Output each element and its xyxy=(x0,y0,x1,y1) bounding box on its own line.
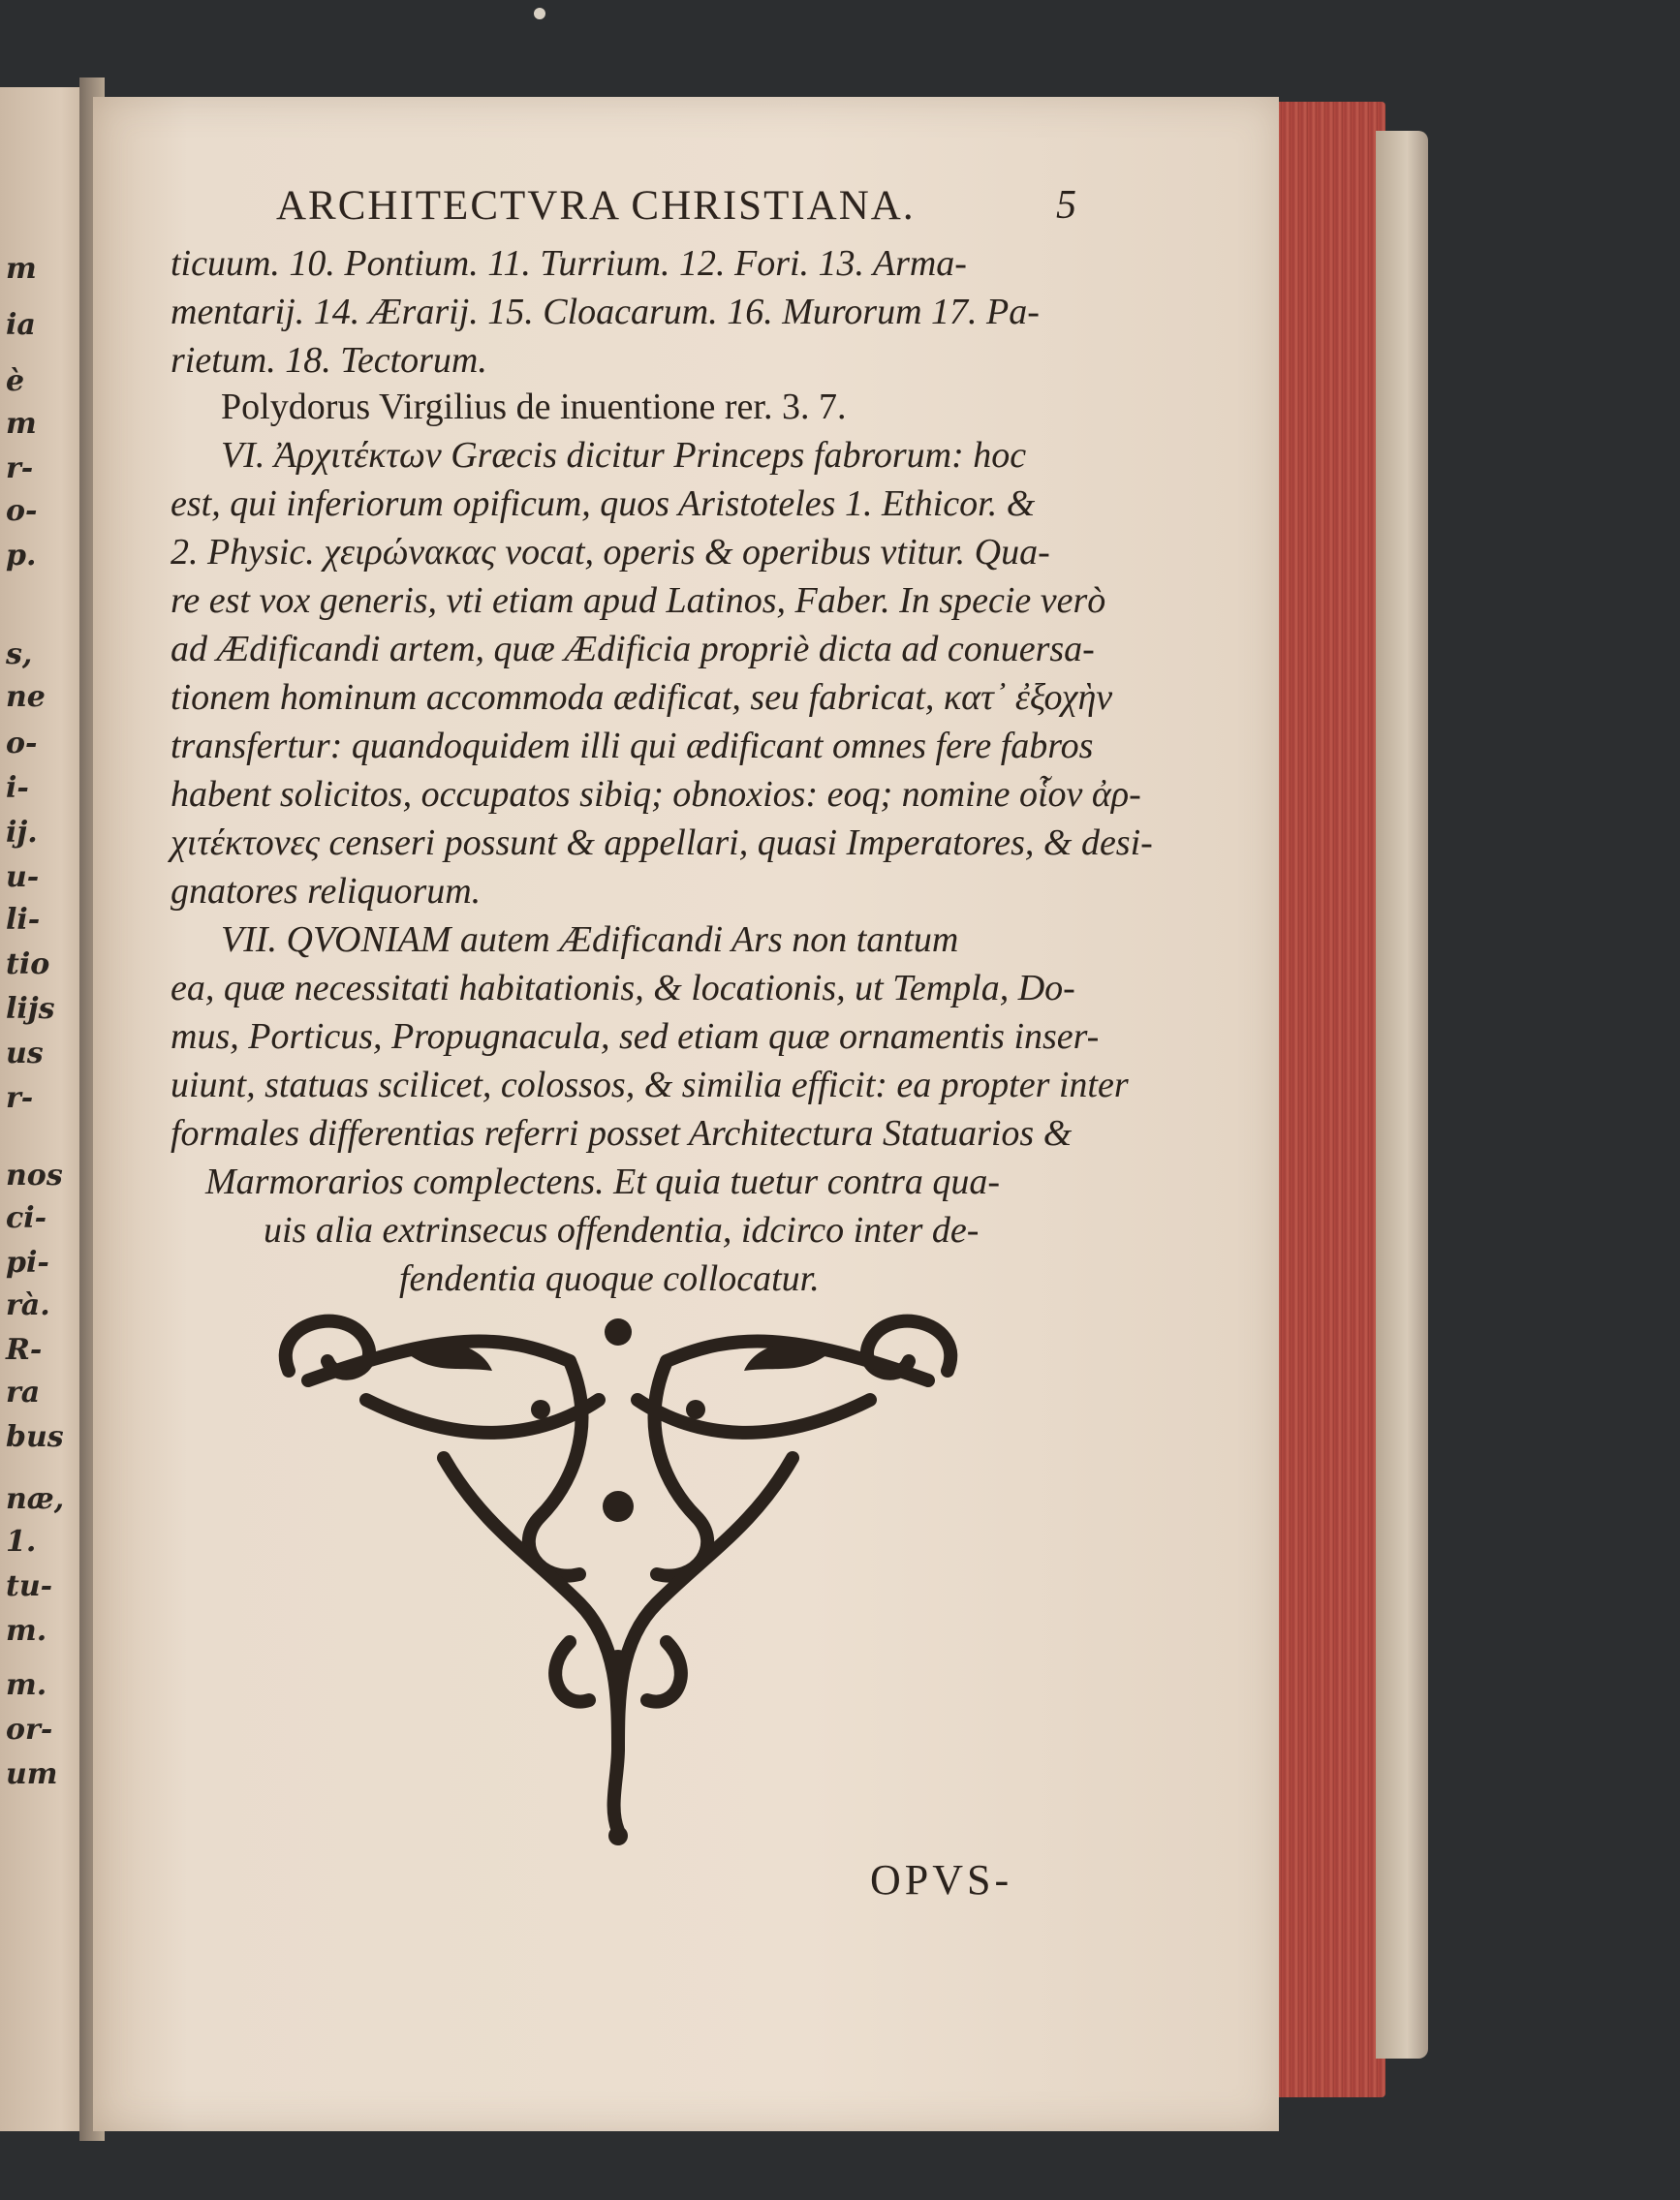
body-line: mus, Porticus, Propugnacula, sed etiam quæ ornamentis inser- xyxy=(171,1016,1100,1057)
body-line: tionem hominum accommoda ædificat, seu fabricat, κατ᾽ ἐξοχὴν xyxy=(171,677,1113,718)
left-fragment: us xyxy=(6,1037,44,1070)
page-number: 5 xyxy=(1056,183,1076,228)
body-line: fendentia quoque collocatur. xyxy=(399,1258,820,1299)
body-line: rietum. 18. Tectorum. xyxy=(171,340,487,381)
body-line: uiunt, statuas scilicet, colossos, & similia efficit: ea propter inter xyxy=(171,1065,1129,1105)
body-line: VII. QVONIAM autem Ædificandi Ars non tantum xyxy=(221,919,959,960)
left-fragment: u- xyxy=(6,860,40,894)
left-fragment: m. xyxy=(6,1668,47,1702)
left-fragment: li- xyxy=(6,903,41,937)
left-fragment: o- xyxy=(6,727,38,760)
left-fragment: s, xyxy=(6,637,33,671)
body-line: χιτέκτονες censeri possunt & appellari, quasi Imperatores, & desi- xyxy=(171,822,1153,863)
left-fragment: ij. xyxy=(6,816,38,850)
running-title: ARCHITECTVRA CHRISTIANA. xyxy=(276,183,916,229)
book-cover xyxy=(1376,131,1428,2059)
ornament-tailpiece xyxy=(250,1293,986,1845)
left-fragment: p. xyxy=(6,539,37,573)
left-fragment: nos xyxy=(6,1159,63,1193)
body-line: formales differentias referri posset Architectura Statuarios & xyxy=(171,1113,1073,1154)
body-line: VI. Ἀρχιτέκτων Græcis dicitur Princeps fabrorum: hoc xyxy=(221,435,1027,476)
body-line: uis alia extrinsecus offendentia, idcirco inter de- xyxy=(264,1210,980,1251)
left-fragment: tio xyxy=(6,947,50,981)
left-fragment: R- xyxy=(6,1333,43,1367)
left-fragment: ia xyxy=(6,308,36,342)
left-fragment: r- xyxy=(6,1081,34,1115)
left-fragment: r- xyxy=(6,451,34,485)
left-fragment: ci- xyxy=(6,1201,47,1235)
left-fragment: næ, xyxy=(6,1482,65,1516)
left-fragment: um xyxy=(6,1757,58,1791)
dust-spot xyxy=(534,8,545,19)
left-fragment: rà. xyxy=(6,1288,50,1322)
left-page xyxy=(0,87,87,2131)
body-line: ad Ædificandi artem, quæ Ædificia propriè dicta ad conuersa- xyxy=(171,629,1095,669)
body-line: mentarij. 14. Ærarij. 15. Cloacarum. 16. Murorum 17. Pa- xyxy=(171,292,1040,332)
body-line: ticuum. 10. Pontium. 11. Turrium. 12. Fori. 13. Arma- xyxy=(171,243,967,284)
left-fragment: bus xyxy=(6,1420,64,1454)
body-line: est, qui inferiorum opificum, quos Aristoteles 1. Ethicor. & xyxy=(171,483,1036,524)
body-line: Polydorus Virgilius de inuentione rer. 3. 7. xyxy=(221,387,847,427)
left-fragment: m xyxy=(6,252,37,286)
body-line: gnatores reliquorum. xyxy=(171,871,482,912)
left-fragment: pi- xyxy=(6,1246,49,1280)
left-fragment: è xyxy=(6,364,25,398)
left-fragment: o- xyxy=(6,494,38,528)
left-fragment: m xyxy=(6,407,37,441)
body-line: transfertur: quandoquidem illi qui ædificant omnes fere fabros xyxy=(171,726,1094,766)
body-line: ea, quæ necessitati habitationis, & locationis, ut Templa, Do- xyxy=(171,968,1075,1008)
body-line: habent solicitos, occupatos sibiq; obnoxios: eoq; nomine οἷον ἀρ- xyxy=(171,774,1141,815)
left-fragment: lijs xyxy=(6,992,55,1026)
left-fragment: tu- xyxy=(6,1569,53,1603)
body-line: re est vox generis, vti etiam apud Latinos, Faber. In specie verò xyxy=(171,580,1106,621)
left-fragment: or- xyxy=(6,1713,53,1747)
left-fragment: ne xyxy=(6,680,46,714)
catchword: OPVS- xyxy=(870,1856,1013,1904)
left-fragment: 1. xyxy=(6,1525,37,1559)
body-line: Marmorarios complectens. Et quia tuetur contra qua- xyxy=(205,1162,1001,1202)
left-fragment: ra xyxy=(6,1376,41,1410)
left-fragment: i- xyxy=(6,771,29,805)
left-fragment: m. xyxy=(6,1614,47,1648)
body-line: 2. Physic. χειρώνακας vocat, operis & operibus vtitur. Qua- xyxy=(171,532,1050,573)
page-edges xyxy=(1264,102,1385,2097)
